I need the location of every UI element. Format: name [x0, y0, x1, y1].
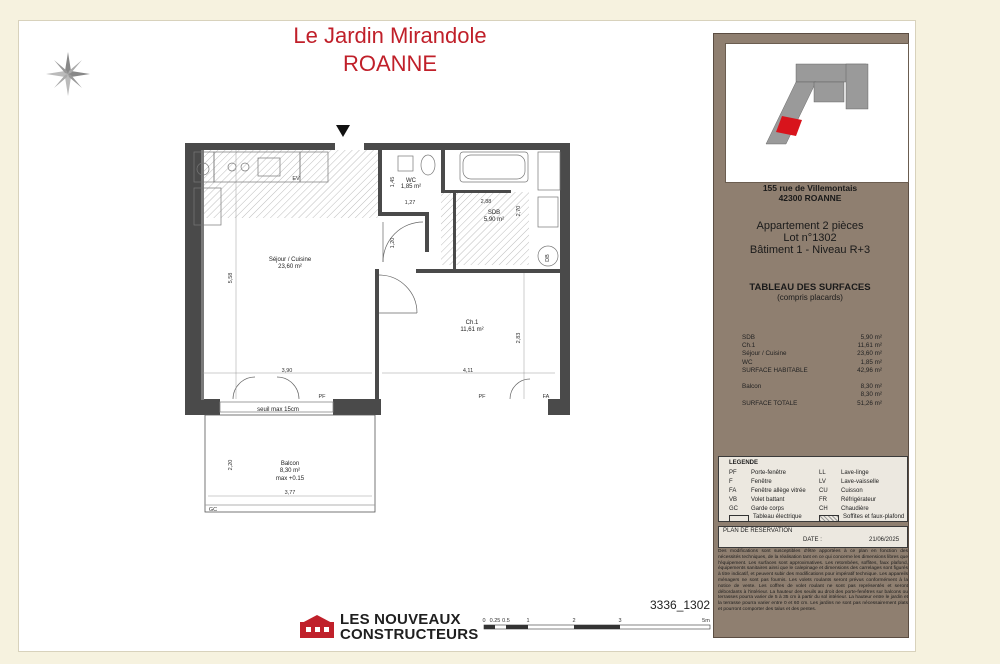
- room-name-wc: WC: [406, 178, 416, 184]
- table-row: [742, 383, 882, 391]
- surfaces-table-subtitle: (compris placards): [777, 293, 843, 302]
- toilet-icon: [421, 155, 435, 175]
- legend-title: LEGENDE: [729, 460, 759, 466]
- date-label: DATE :: [803, 537, 822, 543]
- legend-text: Garde corps: [751, 506, 785, 512]
- legend-item: [729, 513, 802, 522]
- legend-abbr: CH: [819, 506, 828, 512]
- lot-number: Lot n°1302: [783, 232, 837, 244]
- address-line2: 42300 ROANNE: [778, 193, 842, 203]
- room-name-balcon: Balcon: [280, 461, 300, 467]
- surface-label: WC: [742, 358, 753, 366]
- surface-label: SDB: [742, 334, 755, 341]
- surface-value: 11,61 m²: [857, 342, 882, 350]
- legend-text: Volet battant: [751, 497, 785, 503]
- table-row: [742, 350, 882, 358]
- legend-text: Fenêtre allège vitrée: [751, 488, 806, 494]
- balcon-note: max +0.15: [275, 476, 305, 482]
- legend-abbr: LL: [819, 470, 826, 476]
- legend-text: Chaudière: [841, 506, 869, 512]
- washer-icon: [538, 197, 558, 227]
- legend-text: Lave-vaisselle: [841, 479, 880, 485]
- dim-label: 2,83: [516, 332, 522, 344]
- soffit-area: [201, 150, 378, 218]
- room-name-sejour: Séjour / Cuisine: [268, 257, 312, 263]
- dim-label: 3,90: [281, 368, 293, 374]
- surface-value: 8,30 m²: [860, 383, 882, 391]
- dim-label: 2,88: [480, 199, 492, 205]
- dim-label: 3,77: [284, 490, 296, 496]
- seuil-label: seuil max 15cm: [257, 407, 299, 413]
- table-row: [742, 400, 882, 408]
- surface-value: 23,60 m²: [857, 350, 882, 358]
- sink-icon: [538, 152, 560, 190]
- building-level: Bâtiment 1 - Niveau R+3: [749, 244, 871, 256]
- surface-label: Balcon: [742, 383, 762, 391]
- entrance-arrow-icon: [336, 125, 350, 137]
- table-row: [742, 391, 882, 399]
- gc-label: GC: [208, 507, 218, 513]
- surface-value: 8,30 m²: [860, 391, 882, 399]
- legend-text: Réfrigérateur: [841, 497, 877, 503]
- pf-label: PF: [478, 394, 486, 400]
- reservation-box: [718, 526, 908, 548]
- project-name: Le Jardin Mirandole: [293, 23, 487, 48]
- project-city: ROANNE: [342, 51, 438, 76]
- room-area-sdb: 5,90 m²: [483, 217, 505, 223]
- legend-item: [729, 496, 784, 505]
- legend-text: Cuisson: [841, 488, 863, 494]
- legend-item: [729, 469, 786, 478]
- dim-label: 2,20: [228, 459, 234, 471]
- logo-line2: CONSTRUCTEURS: [340, 626, 479, 643]
- reservation-label: PLAN DE RESERVATION: [723, 528, 793, 534]
- plan-reference: 3336_1302: [650, 598, 711, 612]
- apartment-type: Appartement 2 pièces: [756, 220, 864, 232]
- compass-icon: [46, 52, 90, 96]
- ev-label: EV: [292, 176, 300, 182]
- building-keyplan-icon: [726, 44, 908, 182]
- address: [714, 183, 906, 203]
- company-logo: [298, 612, 478, 642]
- scale-label: 0: [482, 618, 486, 624]
- room-name-sdb: SDB: [487, 210, 501, 216]
- surface-value: 51,26 m²: [857, 399, 882, 407]
- washbasin-icon: [398, 156, 413, 171]
- scale-label: 5m: [702, 618, 710, 624]
- legend-abbr: LV: [819, 479, 826, 485]
- dim-label: 1,27: [404, 200, 416, 206]
- fa-label: FA: [542, 394, 550, 400]
- legend-abbr: FA: [729, 488, 737, 494]
- logo-house-icon: [298, 614, 336, 640]
- legend-text: Porte-fenêtre: [751, 470, 787, 476]
- dim-label: 2,70: [516, 205, 522, 217]
- logo-line1: LES NOUVEAUX: [340, 611, 461, 628]
- surfaces-table: [742, 334, 882, 408]
- legend-abbr: PF: [729, 470, 737, 476]
- dim-label: 1,45: [390, 176, 396, 188]
- legend-item: [729, 487, 806, 496]
- scale-bar: [482, 618, 710, 629]
- apartment-info: [714, 220, 906, 256]
- legend-item: [819, 478, 879, 487]
- legend-text: Lave-linge: [841, 470, 869, 476]
- scale-label: 1: [526, 618, 530, 624]
- room-name-ch1: Ch.1: [465, 320, 479, 326]
- bathtub-icon: [460, 152, 528, 182]
- legend-item: [819, 487, 863, 496]
- legend-item: [819, 496, 876, 505]
- table-row: [742, 342, 882, 350]
- scale-label: 2: [572, 618, 576, 624]
- table-row: [742, 334, 882, 342]
- date-value: 21/06/2025: [869, 537, 900, 543]
- table-row: [742, 375, 882, 383]
- surface-label: Ch.1: [742, 342, 756, 350]
- table-row: [742, 367, 882, 375]
- room-area-ch1: 11,61 m²: [460, 327, 484, 333]
- pf-label: PF: [318, 394, 326, 400]
- legend-text: Soffites et faux-plafond: [843, 514, 905, 520]
- legend-text: Tableau électrique: [753, 514, 802, 520]
- key-plan: [725, 43, 909, 183]
- scale-label: 3: [618, 618, 622, 624]
- table-row: [742, 359, 882, 367]
- scale-label: 0.25: [489, 618, 501, 624]
- scale-label: 0.5: [502, 618, 510, 624]
- surface-value: 1,85 m²: [860, 358, 882, 366]
- legend-abbr: VB: [729, 497, 738, 503]
- room-area-wc: 1,85 m²: [400, 184, 422, 190]
- surfaces-table-title: TABLEAU DES SURFACES: [749, 282, 871, 293]
- legend: [718, 456, 908, 522]
- surface-label: SURFACE TOTALE: [742, 399, 798, 407]
- dim-label: 5,58: [228, 272, 234, 284]
- address-line1: 155 rue de Villemontais: [762, 183, 858, 193]
- surface-label: SURFACE HABITABLE: [742, 366, 808, 374]
- legal-notice: Des modifications sont susceptibles d'être apportées à ce plan en fonction des nécessités techniques, de la réalisation tant en ce qui concerne les dimensions libres que l'équipement. Les surfaces sont approximatives. Les retombées, soffites, faux plafond, équipements sanitaires ainsi que le calepinage et dimensions des carrelages sont figurés à titre indicatif, et peuvent subir des modifications pour impératif technique. Les appareils ménagers ne sont pas fournis. Les volets roulants seront prévus conformément à la notice de vente. Les coffres de volet roulant ne sont pas représentés et seront débordants à l'intérieur. La hauteur des seuils au droit des porte-fenêtres sur balcons ou terrasses pourra varier de 5 à 35 cm à partir du sol intérieur. La hauteur entre le jardin et la terrasse pourra varier entre 0 et 60 cm. Les jardins ne sont pas nécessairement plats et pourront comporter des talus et des pentes.: [718, 549, 908, 612]
- legend-abbr: F: [729, 479, 733, 485]
- legend-item: [729, 478, 772, 487]
- room-area-sejour: 23,60 m²: [278, 264, 302, 270]
- room-area-balcon: 8,30 m²: [279, 468, 301, 474]
- surface-value: 42,96 m²: [857, 366, 882, 374]
- db-label: DB: [545, 254, 551, 262]
- legend-abbr: GC: [729, 506, 738, 512]
- legend-text: Fenêtre: [751, 479, 772, 485]
- surface-label: Séjour / Cuisine: [742, 350, 787, 358]
- legend-item: [819, 469, 869, 478]
- legend-abbr: CU: [819, 488, 828, 494]
- surface-value: 5,90 m²: [860, 334, 882, 341]
- dim-label: 4,11: [462, 368, 474, 374]
- hatch-swatch-icon: [819, 515, 839, 522]
- legend-item: [819, 513, 904, 522]
- legend-abbr: FR: [819, 497, 827, 503]
- dim-label: 1,20: [390, 237, 396, 249]
- electric-panel-icon: [729, 515, 749, 522]
